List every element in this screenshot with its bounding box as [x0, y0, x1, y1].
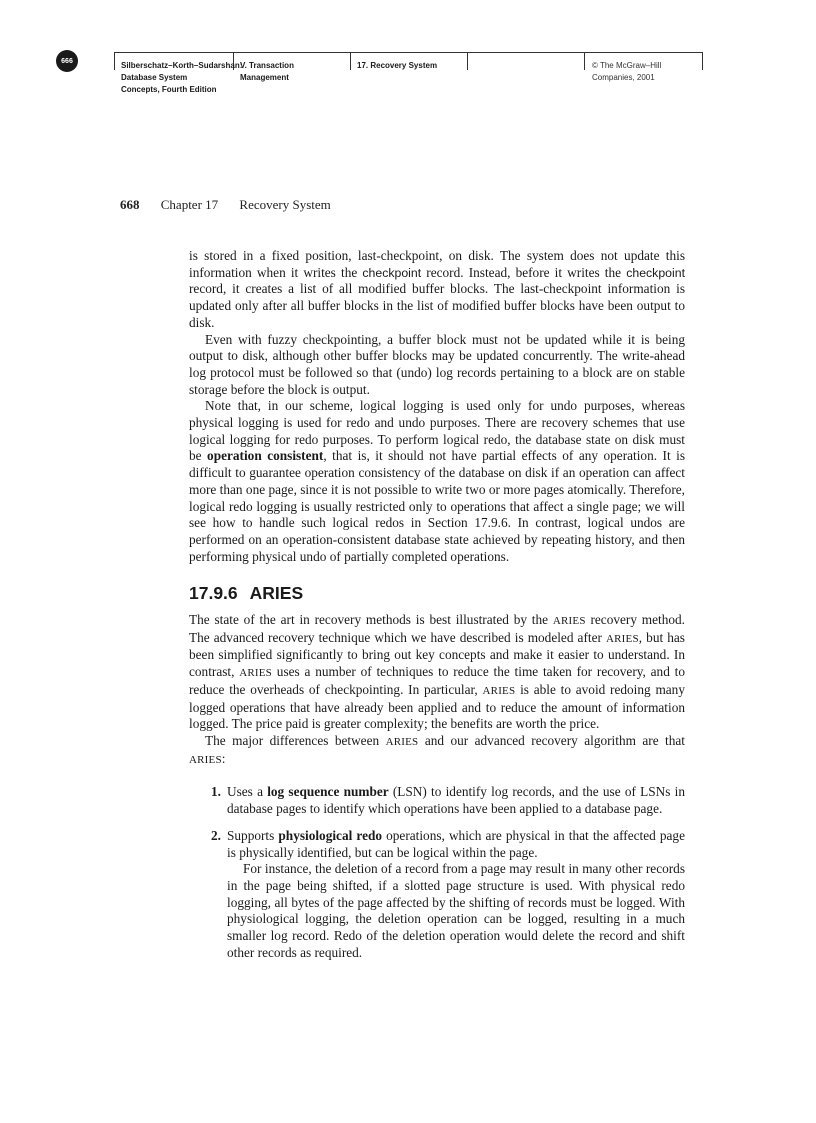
- page-number: 668: [120, 197, 140, 212]
- paragraph: is stored in a fixed position, last-checkpoint, on disk. The system does not update this information when it writes the checkpoint record. Instead, before it writes the checkpoint record, it creates a list of all modified buffer blocks. The last-checkpoint information is updated only after all buffer blocks in the list of modified buffer blocks have been output to disk.: [189, 248, 685, 330]
- header-rule: [114, 52, 703, 53]
- paragraph: Even with fuzzy checkpointing, a buffer block must not be updated while it is being output to disk, although other buffer blocks may be updated concurrently. The write-ahead log protocol must be followed so that (undo) log records pertaining to a block are on stable storage before the block is output.: [189, 331, 685, 397]
- header-divider: [702, 52, 703, 70]
- header-divider: [467, 52, 468, 70]
- paragraph: Note that, in our scheme, logical logging is used only for undo purposes, whereas physical logging is used for redo and undo purposes. There are recovery schemes that use logical logging for redo purposes. To perform logical redo, the database state on disk must be operation consistent, that is, it should not have partial effects of any operation. It is difficult to guarantee operation consistency of the database on disk if an operation can affect more than one page, since it is not possible to write two or more pages atomically. Therefore, logical redo logging is usually restricted only to operations that affect a single page; we will see how to handle such logical redos in Section 17.9.6. In contrast, logical undos are performed on an operation-consistent database state achieved by repeating history, and then performing physical undo of partially completed operations.: [189, 398, 686, 564]
- header-authors: Silberschatz–Korth–Sudarshan: Database System Concepts, Fourth Edition: [121, 61, 243, 94]
- header-copyright: © The McGraw–Hill Companies, 2001: [592, 61, 662, 82]
- header-divider: [350, 52, 351, 70]
- header-divider: [584, 52, 585, 70]
- header-chapter: 17. Recovery System: [357, 61, 438, 70]
- running-head-title: Recovery System: [239, 197, 331, 212]
- running-head: [120, 197, 331, 213]
- page-badge: 666: [56, 50, 78, 72]
- running-head-chapter: Chapter 17: [160, 197, 219, 212]
- list-item: 2. Supports physiological redo operations, which are physical in that the affected page is physically identified, but can be logical within the page. For instance, the deletion of a record from a page may result in many other records in the page being shifted, if a slotted page structure is used. With physical redo logging, all bytes of the page affected by the shifting of records must be logged. With physiological logging, the deletion operation can be logged, resulting in a much smaller log record. Redo of the deletion operation would delete the record and shift other records as required.: [211, 827, 685, 960]
- section-heading: 17.9.6 ARIES: [189, 583, 304, 604]
- numbered-list: [189, 784, 685, 961]
- paragraph: The state of the art in recovery methods is best illustrated by the ARIES recovery method. The advanced recovery technique which we have described is modeled after ARIES, but has been simplified significantly to bring out key concepts and make it easier to understand. In contrast, ARIES uses a number of techniques to reduce the time taken for recovery, and to reduce the overheads of checkpointing. In particular, ARIES is able to avoid redoing many logged operations that have already been applied and to reduce the amount of information logged. The price paid is greater complexity; the benefits are worth the price.: [189, 612, 685, 732]
- page-body: [189, 248, 685, 971]
- paragraph: The major differences between ARIES and our advanced recovery algorithm are that ARIES:: [189, 732, 685, 766]
- header-divider: [114, 52, 115, 70]
- header-part: V. Transaction Management: [240, 61, 294, 82]
- list-item: 1. Uses a log sequence number (LSN) to identify log records, and the use of LSNs in database pages to identify which operations have been applied to a database page.: [211, 784, 685, 817]
